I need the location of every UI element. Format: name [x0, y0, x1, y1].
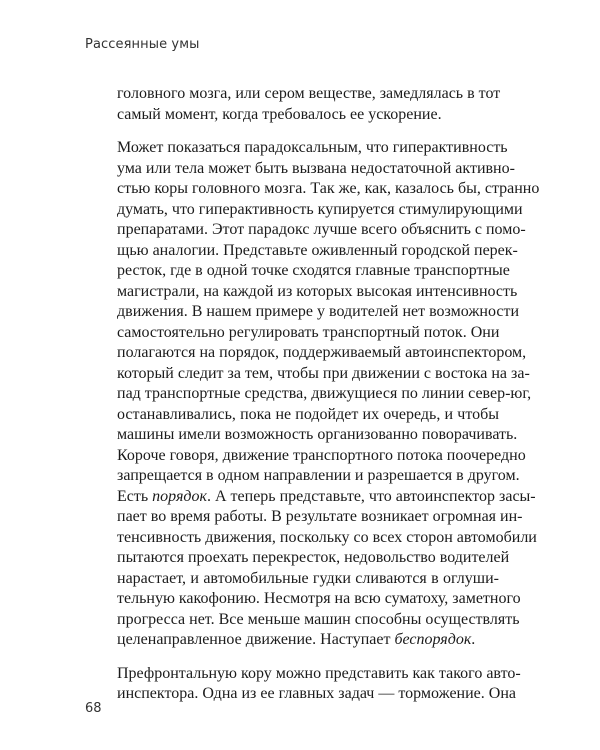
text-line: самостоятельно регулировать транспортный поток. Они [117, 323, 500, 341]
text-line: Префронтальную кору можно представить как такого авто- [117, 664, 521, 682]
text-line: думать, что гиперактивность купируется стимулирующими [117, 200, 523, 218]
text-line: запрещается в одном направлении и разрешается в другом. [117, 467, 520, 484]
page-number: 68 [85, 701, 102, 716]
text-run: . А теперь представьте, что автоинспектор засы- [206, 487, 536, 505]
text-run: . [471, 631, 476, 648]
text-line: щью аналогии. Представьте оживленный городской перек- [117, 241, 518, 259]
text-line: стью коры головного мозга. Так же, как, казалось бы, странно [117, 180, 540, 197]
text-line: инспектора. Одна из ее главных задач — торможение. Она [117, 685, 516, 702]
text-line: машины имели возможность организованно поворачивать. [117, 426, 518, 443]
text-line-with-emphasis [117, 487, 536, 508]
text-line: тенсивность движения, поскольку со всех сторон автомобили [117, 528, 537, 546]
text-line: пад транспортные средства, движущиеся по линии север-юг, [117, 385, 532, 402]
text-line: пает во время работы. В результате возникает огромная ин- [117, 508, 523, 525]
text-line: Может показаться парадоксальным, что гиперактивность [117, 139, 508, 156]
body-text [117, 84, 540, 705]
text-run: целенаправленное движение. Наступает [117, 631, 395, 648]
text-line: полагаются на порядок, поддерживаемый автоинспектором, [117, 344, 527, 361]
text-line: который следит за тем, чтобы при движении с востока на за- [117, 364, 530, 382]
emphasis-order: порядок [152, 487, 207, 505]
text-line: ума или тела может быть вызвана недостаточной активно- [117, 159, 515, 177]
text-line: тельную какофонию. Несмотря на всю суматоху, заметного [117, 590, 521, 607]
text-line: движения. В нашем примере у водителей нет возможности [117, 303, 520, 320]
text-line: магистрали, на каждой из которых высокая интенсивность [117, 282, 518, 300]
text-line-with-emphasis [117, 630, 499, 651]
paragraph-gap [117, 125, 499, 138]
text-run: Есть [117, 487, 153, 505]
paragraph-gap [117, 651, 499, 664]
running-head: Рассеянные умы [85, 37, 200, 52]
text-line: головного мозга, или сером веществе, замедлялась в тот [117, 85, 501, 102]
text-line: препаратами. Этот парадокс лучше всего объяснить с помо- [117, 221, 526, 238]
text-line: нарастает, и автомобильные гудки сливаются в оглуши- [117, 569, 499, 587]
text-line: пытаются проехать перекресток, недовольство водителей [117, 549, 510, 566]
text-line: прогресса нет. Все меньше машин способны осуществлять [117, 610, 520, 628]
emphasis-disorder: беспорядок [394, 631, 472, 648]
text-line: ресток, где в одной точке сходятся главные транспортные [117, 262, 510, 279]
text-line: Короче говоря, движение транспортного потока поочередно [117, 446, 526, 464]
text-line: самый момент, когда требовалось ее ускорение. [117, 105, 442, 123]
text-line: останавливались, пока не подойдет их очередь, и чтобы [117, 405, 499, 423]
